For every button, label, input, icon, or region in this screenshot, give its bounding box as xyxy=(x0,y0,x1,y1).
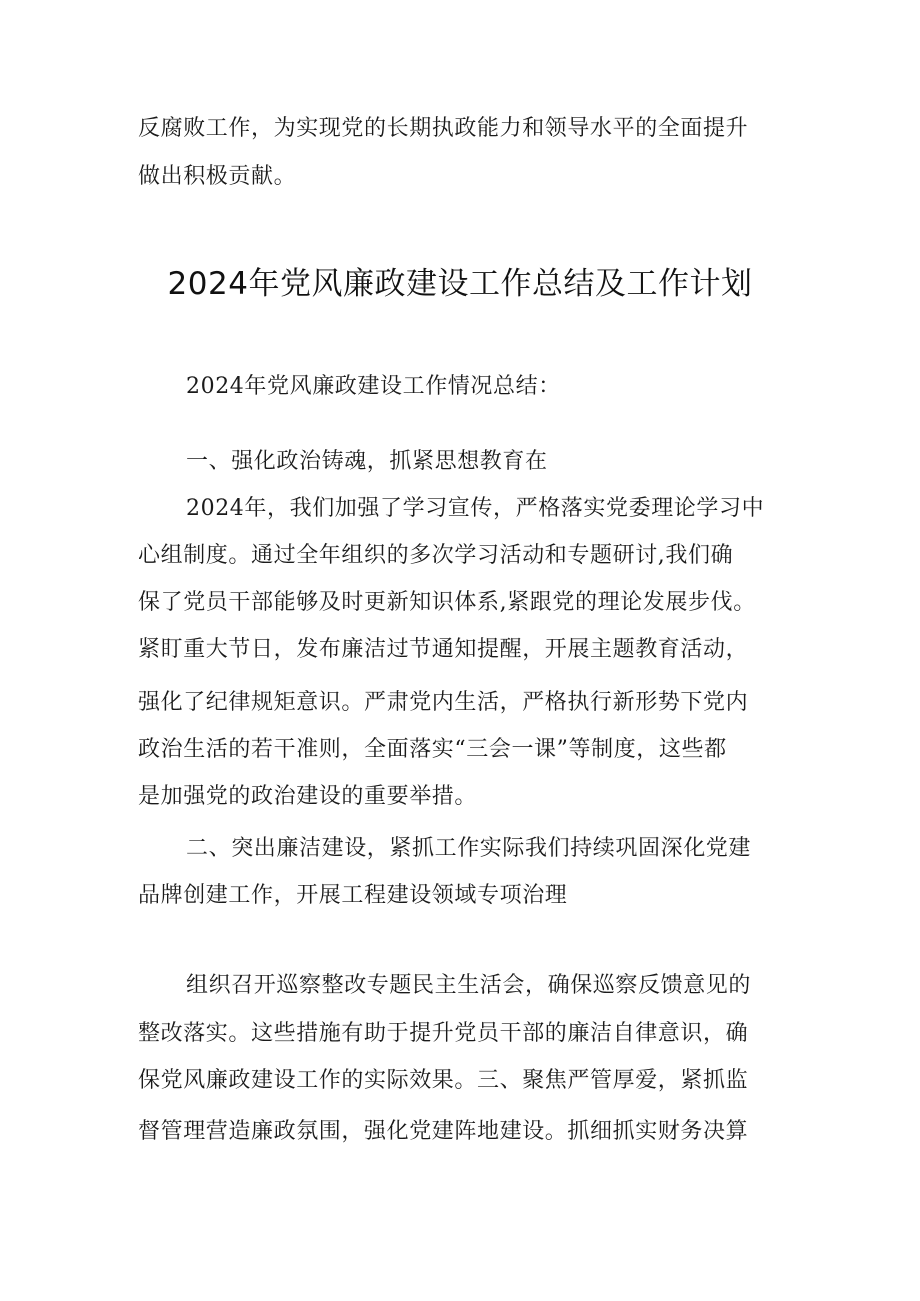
section3-line-4: 督管理营造廉政氛围，强化党建阵地建设。抓细抓实财务决算 xyxy=(138,1119,749,1144)
continuation-line-1: 反腐败工作，为实现党的长期执政能力和领导水平的全面提升 xyxy=(138,116,749,141)
section1-line-4: 紧盯重大节日，发布廉洁过节通知提醒，开展主题教育活动， xyxy=(138,637,749,662)
section2-line-2: 品牌创建工作，开展工程建设领域专项治理 xyxy=(138,883,568,908)
section3-line-2: 整改落实。这些措施有助于提升党员干部的廉洁自律意识，确 xyxy=(138,1021,749,1046)
section1-line-5: 强化了纪律规矩意识。严肃党内生活，严格执行新形势下党内 xyxy=(138,690,749,715)
section1-line-6: 政治生活的若干准则，全面落实“三会一课”等制度，这些都 xyxy=(138,737,727,762)
section1-heading: 一、强化政治铸魂，抓紧思想教育在 xyxy=(186,449,548,474)
section1-line-1: 2024年，我们加强了学习宣传，严格落实党委理论学习中 xyxy=(186,496,765,521)
section3-line-3: 保党风廉政建设工作的实际效果。三、聚焦严管厚爱，紧抓监 xyxy=(138,1068,749,1093)
section1-line-3: 保了党员干部能够及时更新知识体系,紧跟党的理论发展步伐。 xyxy=(138,590,756,615)
section1-line-2: 心组制度。通过全年组织的多次学习活动和专题研讨,我们确 xyxy=(138,543,734,568)
section2-line-1: 二、突出廉洁建设，紧抓工作实际我们持续巩固深化党建 xyxy=(186,836,752,861)
document-title: 2024年党风廉政建设工作总结及工作计划 xyxy=(167,266,753,302)
continuation-line-2: 做出积极贡献。 xyxy=(138,164,297,189)
section3-line-1: 组织召开巡察整改专题民主生活会，确保巡察反馈意见的 xyxy=(186,973,752,998)
section1-line-7: 是加强党的政治建设的重要举措。 xyxy=(138,784,478,809)
summary-heading: 2024年党风廉政建设工作情况总结： xyxy=(186,374,561,399)
